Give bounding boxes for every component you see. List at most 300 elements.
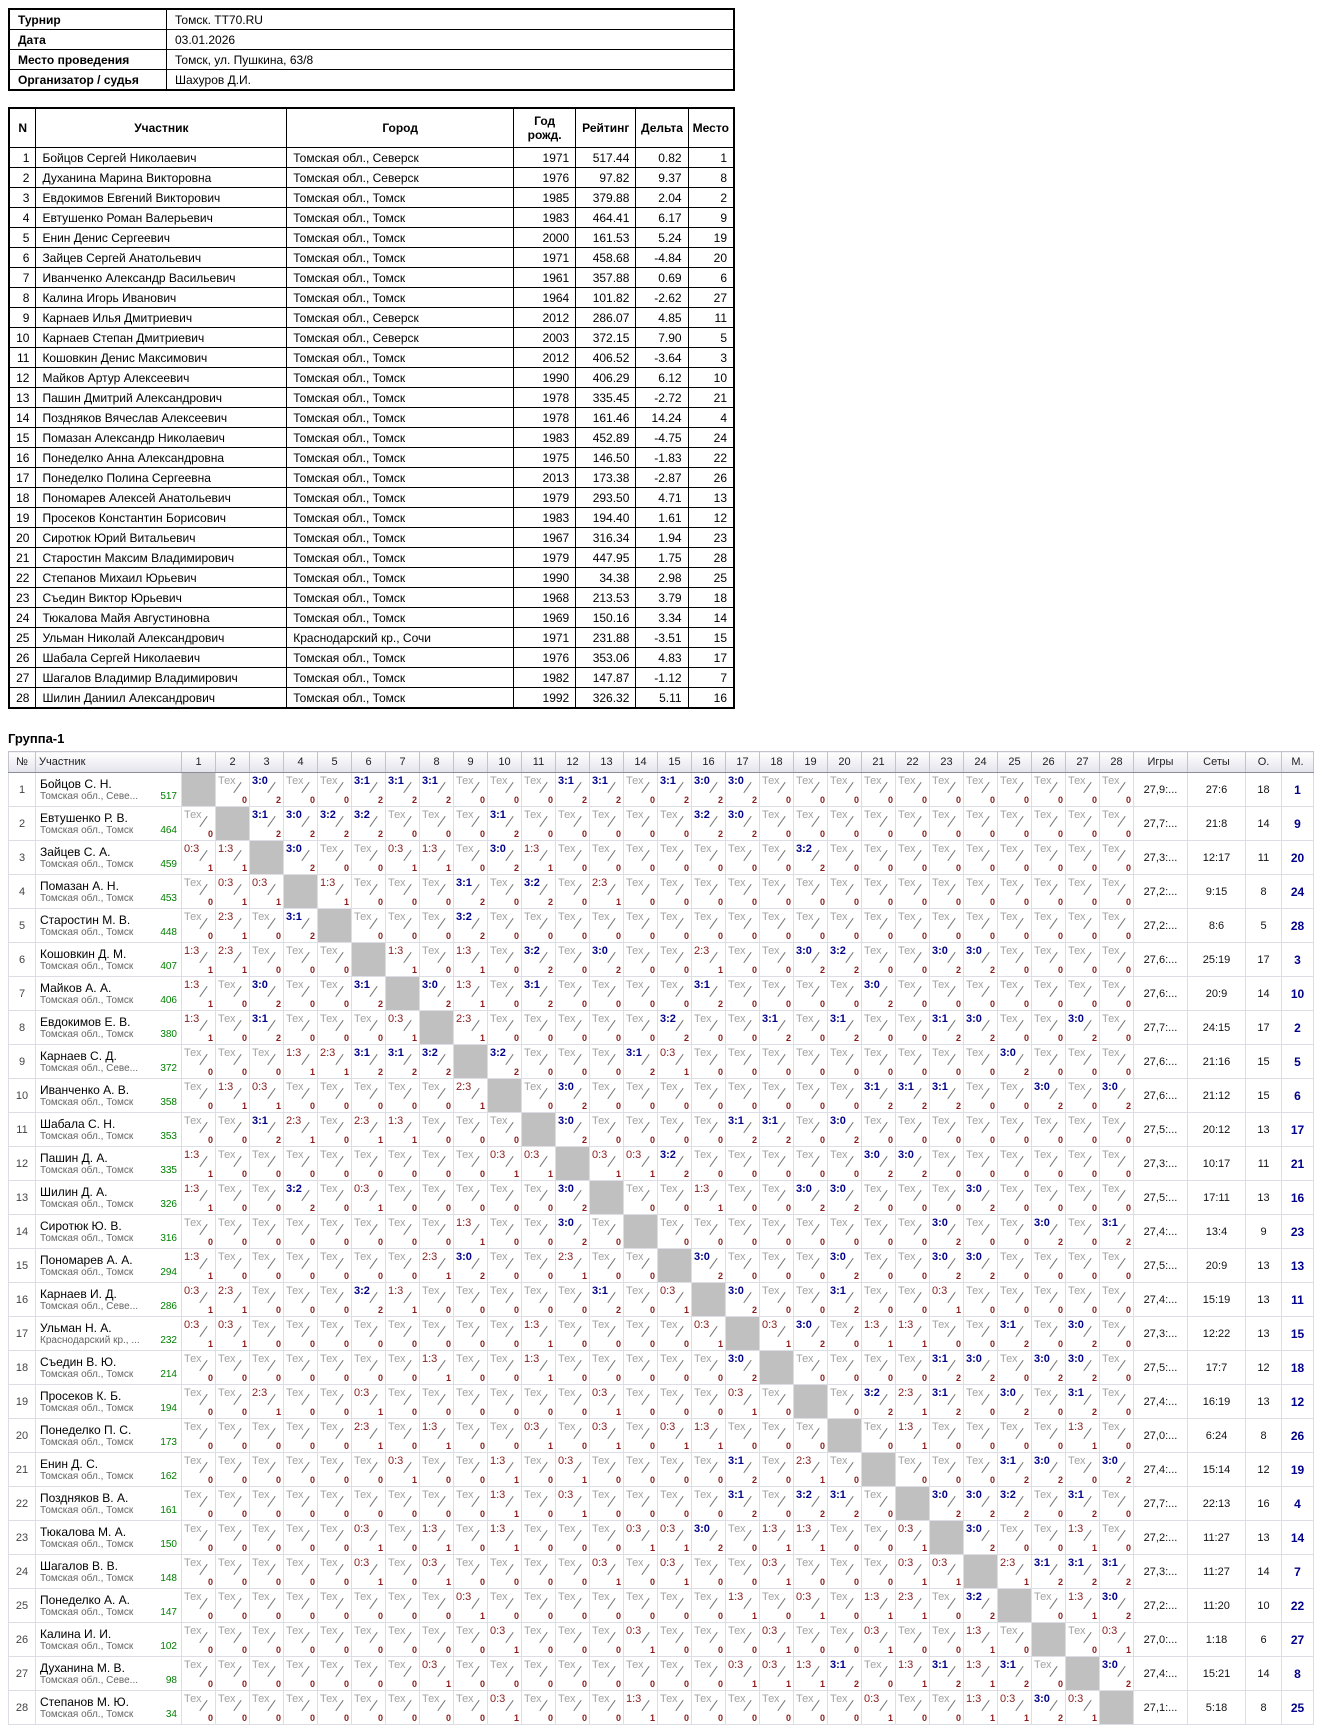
player-cell xyxy=(36,1487,182,1521)
participant-delta-cell: 1.75 xyxy=(636,548,688,568)
result-points: 0 xyxy=(717,1645,723,1655)
result-cell xyxy=(522,841,556,875)
result-score: Тех xyxy=(490,1285,508,1297)
result-points: 0 xyxy=(309,1237,315,1247)
result-points: 0 xyxy=(275,1713,281,1723)
participant-delta-cell: 5.11 xyxy=(636,688,688,709)
result-points: 0 xyxy=(1057,1135,1063,1145)
result-slash xyxy=(335,884,343,895)
result-score: Тех xyxy=(626,1557,644,1569)
result-points: 0 xyxy=(921,1373,927,1383)
result-score: Тех xyxy=(592,1319,610,1331)
result-cell xyxy=(1032,1419,1066,1453)
result-points: 1 xyxy=(921,1543,927,1553)
result-cell xyxy=(488,1113,522,1147)
result-score: Тех xyxy=(558,1523,576,1535)
result-score: 1:3 xyxy=(456,979,472,991)
result-cell xyxy=(1100,1351,1134,1385)
result-points: 0 xyxy=(377,1339,383,1349)
result-score: Тех xyxy=(966,843,984,855)
result-slash xyxy=(539,884,547,895)
result-cell xyxy=(454,909,488,943)
result-score: 3:2 xyxy=(524,945,540,957)
result-cell xyxy=(998,1521,1032,1555)
result-cell xyxy=(692,1521,726,1555)
result-slash xyxy=(437,1564,445,1575)
result-points: 0 xyxy=(649,1577,655,1587)
sets-cell: 10:17 xyxy=(1188,1147,1246,1181)
result-cell xyxy=(658,841,692,875)
participant-delta-cell: 3.34 xyxy=(636,608,688,628)
result-cell xyxy=(692,1419,726,1453)
result-points: 2 xyxy=(819,1203,825,1213)
points-cell: 6 xyxy=(1246,1623,1282,1657)
result-score: Тех xyxy=(626,809,644,821)
result-points: 2 xyxy=(1057,1713,1063,1723)
result-slash xyxy=(811,850,819,861)
points-cell: 15 xyxy=(1246,1079,1282,1113)
crosstable-header-opponent-23: 23 xyxy=(930,752,964,773)
result-cell xyxy=(658,1521,692,1555)
result-slash xyxy=(369,1292,377,1303)
result-cell xyxy=(998,1045,1032,1079)
result-score: Тех xyxy=(286,1285,304,1297)
result-cell xyxy=(420,1283,454,1317)
result-score: Тех xyxy=(864,1285,882,1297)
player-name: Бойцов С. Н. xyxy=(40,777,112,791)
result-score: Тех xyxy=(728,911,746,923)
result-points: 0 xyxy=(921,1475,927,1485)
result-cell xyxy=(862,943,896,977)
result-cell xyxy=(658,1453,692,1487)
result-points: 0 xyxy=(1091,931,1097,941)
result-cell xyxy=(318,1555,352,1589)
participant-num-cell: 11 xyxy=(9,348,36,368)
result-cell xyxy=(182,909,216,943)
result-cell xyxy=(352,773,386,807)
result-score: 0:3 xyxy=(524,1149,540,1161)
player-cell xyxy=(36,1385,182,1419)
result-cell xyxy=(590,807,624,841)
points-cell: 8 xyxy=(1246,875,1282,909)
result-points: 0 xyxy=(411,1339,417,1349)
result-score: Тех xyxy=(286,1693,304,1705)
result-slash xyxy=(301,1190,309,1201)
result-score: Тех xyxy=(932,1149,950,1161)
result-score: Тех xyxy=(966,775,984,787)
result-points: 0 xyxy=(309,1305,315,1315)
player-subline xyxy=(40,1267,177,1278)
result-score: Тех xyxy=(660,1353,678,1365)
result-score: 0:3 xyxy=(558,1489,574,1501)
player-region: Томская обл., Томск xyxy=(40,824,134,836)
result-score: Тех xyxy=(422,1183,440,1195)
participant-name-cell: Помазан Александр Николаевич xyxy=(36,428,287,448)
player-subline xyxy=(40,1029,177,1040)
result-score: Тех xyxy=(966,877,984,889)
result-score: Тех xyxy=(320,1319,338,1331)
result-cell xyxy=(896,1249,930,1283)
result-cell xyxy=(420,1215,454,1249)
result-score: Тех xyxy=(388,1081,406,1093)
result-cell xyxy=(964,1487,998,1521)
result-points: 0 xyxy=(547,1577,553,1587)
result-cell xyxy=(522,1215,556,1249)
result-score: 1:3 xyxy=(490,1455,506,1467)
result-score: 3:0 xyxy=(1034,1693,1050,1705)
result-cell xyxy=(216,977,250,1011)
result-cell xyxy=(896,841,930,875)
result-cell xyxy=(284,1351,318,1385)
points-cell: 11 xyxy=(1246,841,1282,875)
player-subline xyxy=(40,791,177,802)
result-cell xyxy=(828,875,862,909)
result-slash xyxy=(947,1666,955,1677)
crosstable-row xyxy=(9,773,1314,807)
result-score: 3:2 xyxy=(524,877,540,889)
result-points: 0 xyxy=(819,897,825,907)
player-region: Томская обл., Томск xyxy=(40,1504,134,1516)
participant-place-cell: 10 xyxy=(688,368,734,388)
player-cell xyxy=(36,773,182,807)
result-points: 0 xyxy=(887,1543,893,1553)
result-cell xyxy=(420,1453,454,1487)
result-points: 0 xyxy=(649,1135,655,1145)
result-points: 0 xyxy=(275,1577,281,1587)
result-cell xyxy=(658,1555,692,1589)
result-score: 3:1 xyxy=(898,1081,914,1093)
result-score: Тех xyxy=(830,775,848,787)
participant-delta-cell: 4.71 xyxy=(636,488,688,508)
result-cell xyxy=(182,1113,216,1147)
place-cell: 5 xyxy=(1282,1045,1314,1079)
result-points: 0 xyxy=(751,863,757,873)
result-points: 0 xyxy=(615,1237,621,1247)
player-name: Кошовкин Д. М. xyxy=(40,947,127,961)
place-cell: 12 xyxy=(1282,1385,1314,1419)
result-cell xyxy=(828,909,862,943)
sets-cell: 27:6 xyxy=(1188,773,1246,807)
result-points: 0 xyxy=(445,1237,451,1247)
participant-row xyxy=(9,408,734,428)
result-cell xyxy=(624,1691,658,1725)
result-slash xyxy=(913,1598,921,1609)
result-points: 0 xyxy=(241,1271,247,1281)
crosstable-row xyxy=(9,1521,1314,1555)
result-score: 2:3 xyxy=(422,1251,438,1263)
result-score: Тех xyxy=(796,775,814,787)
result-score: Тех xyxy=(728,1523,746,1535)
result-cell xyxy=(1100,773,1134,807)
result-cell xyxy=(896,1215,930,1249)
result-score: 3:0 xyxy=(558,1115,574,1127)
result-points: 0 xyxy=(1023,1135,1029,1145)
result-score: Тех xyxy=(932,775,950,787)
diagonal-cell xyxy=(318,909,352,943)
result-cell xyxy=(182,943,216,977)
result-slash xyxy=(743,1394,751,1405)
result-points: 1 xyxy=(479,999,485,1009)
result-cell xyxy=(1100,1181,1134,1215)
result-score: 3:2 xyxy=(660,1149,676,1161)
result-cell xyxy=(182,1419,216,1453)
result-score: Тех xyxy=(388,1557,406,1569)
result-slash xyxy=(777,1122,785,1133)
player-rating: 358 xyxy=(160,1096,177,1108)
result-points: 1 xyxy=(751,1407,757,1417)
result-points: 1 xyxy=(207,999,213,1009)
result-cell xyxy=(590,1657,624,1691)
games-cell: 27,5:... xyxy=(1134,1249,1188,1283)
result-cell xyxy=(420,875,454,909)
result-cell xyxy=(284,1283,318,1317)
participant-rating-cell: 293.50 xyxy=(576,488,636,508)
result-cell xyxy=(624,1283,658,1317)
result-points: 0 xyxy=(1125,1135,1131,1145)
result-score: 0:3 xyxy=(388,843,404,855)
result-cell xyxy=(454,1249,488,1283)
result-points: 0 xyxy=(479,1543,485,1553)
sets-cell: 15:19 xyxy=(1188,1283,1246,1317)
result-cell xyxy=(284,1691,318,1725)
result-cell xyxy=(896,1691,930,1725)
participant-num-cell: 25 xyxy=(9,628,36,648)
result-score: Тех xyxy=(252,1319,270,1331)
result-points: 0 xyxy=(717,1713,723,1723)
result-points: 0 xyxy=(1091,1101,1097,1111)
result-points: 2 xyxy=(887,1101,893,1111)
result-score: Тех xyxy=(490,1013,508,1025)
result-slash xyxy=(947,1394,955,1405)
result-score: 0:3 xyxy=(1102,1625,1118,1637)
result-cell xyxy=(896,773,930,807)
result-points: 0 xyxy=(1023,1305,1029,1315)
result-score: Тех xyxy=(1034,1659,1052,1671)
result-score: Тех xyxy=(626,1455,644,1467)
result-points: 2 xyxy=(309,931,315,941)
result-score: 1:3 xyxy=(864,1591,880,1603)
result-score: 3:1 xyxy=(694,979,710,991)
result-slash xyxy=(777,1530,785,1541)
result-cell xyxy=(930,1147,964,1181)
result-points: 0 xyxy=(581,1067,587,1077)
points-cell: 18 xyxy=(1246,773,1282,807)
result-points: 0 xyxy=(819,931,825,941)
participant-place-cell: 7 xyxy=(688,668,734,688)
result-score: Тех xyxy=(592,1251,610,1263)
info-row xyxy=(9,70,734,91)
result-points: 0 xyxy=(785,1441,791,1451)
result-cell xyxy=(998,875,1032,909)
result-points: 0 xyxy=(445,1611,451,1621)
result-points: 0 xyxy=(717,1679,723,1689)
participant-year-cell: 1971 xyxy=(514,148,576,168)
row-number-cell: 6 xyxy=(9,943,36,977)
result-score: 1:3 xyxy=(490,1523,506,1535)
row-number-cell: 25 xyxy=(9,1589,36,1623)
result-score: 3:1 xyxy=(1000,1319,1016,1331)
result-points: 1 xyxy=(343,897,349,907)
result-slash xyxy=(505,1496,513,1507)
result-points: 0 xyxy=(309,999,315,1009)
result-cell xyxy=(964,875,998,909)
result-slash xyxy=(641,1700,649,1711)
result-cell xyxy=(250,1011,284,1045)
crosstable-row xyxy=(9,1453,1314,1487)
participant-rating-cell: 286.07 xyxy=(576,308,636,328)
result-cell xyxy=(318,1249,352,1283)
result-slash xyxy=(743,1122,751,1133)
result-points: 0 xyxy=(785,1475,791,1485)
participant-num-cell: 6 xyxy=(9,248,36,268)
result-points: 0 xyxy=(479,1475,485,1485)
result-points: 1 xyxy=(921,1407,927,1417)
result-cell xyxy=(998,1011,1032,1045)
result-score: Тех xyxy=(762,1455,780,1467)
result-cell xyxy=(964,1283,998,1317)
result-score: Тех xyxy=(354,1625,372,1637)
result-cell xyxy=(726,909,760,943)
participant-row xyxy=(9,548,734,568)
result-score: Тех xyxy=(320,979,338,991)
result-score: Тех xyxy=(966,809,984,821)
result-points: 0 xyxy=(887,931,893,941)
result-score: Тех xyxy=(354,1591,372,1603)
diagonal-cell xyxy=(760,1351,794,1385)
result-points: 0 xyxy=(615,1271,621,1281)
result-points: 0 xyxy=(241,1203,247,1213)
participant-city-cell: Томская обл., Томск xyxy=(287,228,514,248)
result-points: 0 xyxy=(683,1373,689,1383)
result-points: 0 xyxy=(887,1509,893,1519)
result-points: 2 xyxy=(513,863,519,873)
result-cell xyxy=(182,1079,216,1113)
result-points: 0 xyxy=(819,1441,825,1451)
result-score: Тех xyxy=(1068,877,1086,889)
result-score: Тех xyxy=(966,1387,984,1399)
participant-year-cell: 1978 xyxy=(514,388,576,408)
result-cell xyxy=(726,1623,760,1657)
result-points: 1 xyxy=(649,1713,655,1723)
player-name: Понеделко П. С. xyxy=(40,1423,132,1437)
participant-place-cell: 28 xyxy=(688,548,734,568)
result-slash xyxy=(267,1122,275,1133)
result-cell xyxy=(692,1079,726,1113)
result-score: Тех xyxy=(762,775,780,787)
crosstable-row xyxy=(9,1181,1314,1215)
participants-col-header-6: Место xyxy=(688,108,734,148)
result-points: 0 xyxy=(649,1271,655,1281)
result-score: Тех xyxy=(490,1659,508,1671)
result-score: Тех xyxy=(592,1353,610,1365)
points-cell: 9 xyxy=(1246,1215,1282,1249)
result-score: Тех xyxy=(558,1285,576,1297)
result-cell xyxy=(318,1045,352,1079)
result-score: Тех xyxy=(286,1387,304,1399)
result-score: Тех xyxy=(898,1693,916,1705)
result-slash xyxy=(437,1258,445,1269)
participant-city-cell: Томская обл., Северск xyxy=(287,148,514,168)
points-cell: 17 xyxy=(1246,943,1282,977)
result-score: 0:3 xyxy=(184,1285,200,1297)
result-points: 1 xyxy=(989,1713,995,1723)
participant-name-cell: Иванченко Александр Васильевич xyxy=(36,268,287,288)
participant-place-cell: 20 xyxy=(688,248,734,268)
result-cell xyxy=(794,1453,828,1487)
result-points: 0 xyxy=(921,1271,927,1281)
result-points: 1 xyxy=(819,1679,825,1689)
row-number-cell: 14 xyxy=(9,1215,36,1249)
player-subline xyxy=(40,1369,177,1380)
result-points: 0 xyxy=(649,1373,655,1383)
result-score: Тех xyxy=(796,911,814,923)
sets-cell: 5:18 xyxy=(1188,1691,1246,1725)
result-cell xyxy=(828,1011,862,1045)
result-cell xyxy=(386,1487,420,1521)
crosstable-row xyxy=(9,1249,1314,1283)
result-slash xyxy=(301,1054,309,1065)
result-score: Тех xyxy=(864,1013,882,1025)
result-score: Тех xyxy=(1000,1183,1018,1195)
result-points: 1 xyxy=(921,1441,927,1451)
row-number-cell: 18 xyxy=(9,1351,36,1385)
participant-delta-cell: 9.37 xyxy=(636,168,688,188)
result-cell xyxy=(352,1555,386,1589)
result-cell xyxy=(386,1419,420,1453)
result-score: Тех xyxy=(286,1149,304,1161)
result-points: 0 xyxy=(615,1509,621,1519)
result-cell xyxy=(760,1521,794,1555)
result-cell xyxy=(182,1657,216,1691)
games-cell: 27,6:... xyxy=(1134,1045,1188,1079)
result-cell xyxy=(726,1487,760,1521)
result-score: 1:3 xyxy=(1068,1523,1084,1535)
result-slash xyxy=(437,1428,445,1439)
result-cell xyxy=(998,1487,1032,1521)
crosstable-header-opponent-12: 12 xyxy=(556,752,590,773)
result-cell xyxy=(522,1555,556,1589)
result-slash xyxy=(913,1156,921,1167)
result-score: Тех xyxy=(456,1183,474,1195)
place-cell: 22 xyxy=(1282,1589,1314,1623)
result-points: 1 xyxy=(411,965,417,975)
result-score: Тех xyxy=(830,1625,848,1637)
player-rating: 316 xyxy=(160,1232,177,1244)
participant-num-cell: 23 xyxy=(9,588,36,608)
result-score: 3:2 xyxy=(660,1013,676,1025)
result-cell xyxy=(828,1215,862,1249)
result-slash xyxy=(981,1700,989,1711)
result-score: Тех xyxy=(830,1149,848,1161)
result-score: Тех xyxy=(184,1421,202,1433)
result-score: Тех xyxy=(218,1625,236,1637)
result-score: Тех xyxy=(252,1183,270,1195)
result-slash xyxy=(573,782,581,793)
result-cell xyxy=(794,1521,828,1555)
result-slash xyxy=(709,782,717,793)
crosstable-header-opponent-20: 20 xyxy=(828,752,862,773)
participant-year-cell: 1990 xyxy=(514,368,576,388)
result-cell xyxy=(998,1215,1032,1249)
place-cell: 26 xyxy=(1282,1419,1314,1453)
player-name: Карнаев И. Д. xyxy=(40,1287,117,1301)
participant-rating-cell: 161.53 xyxy=(576,228,636,248)
result-points: 0 xyxy=(581,1033,587,1043)
result-points: 1 xyxy=(683,1577,689,1587)
result-score: Тех xyxy=(490,1421,508,1433)
result-score: Тех xyxy=(796,1217,814,1229)
result-score: Тех xyxy=(694,1625,712,1637)
